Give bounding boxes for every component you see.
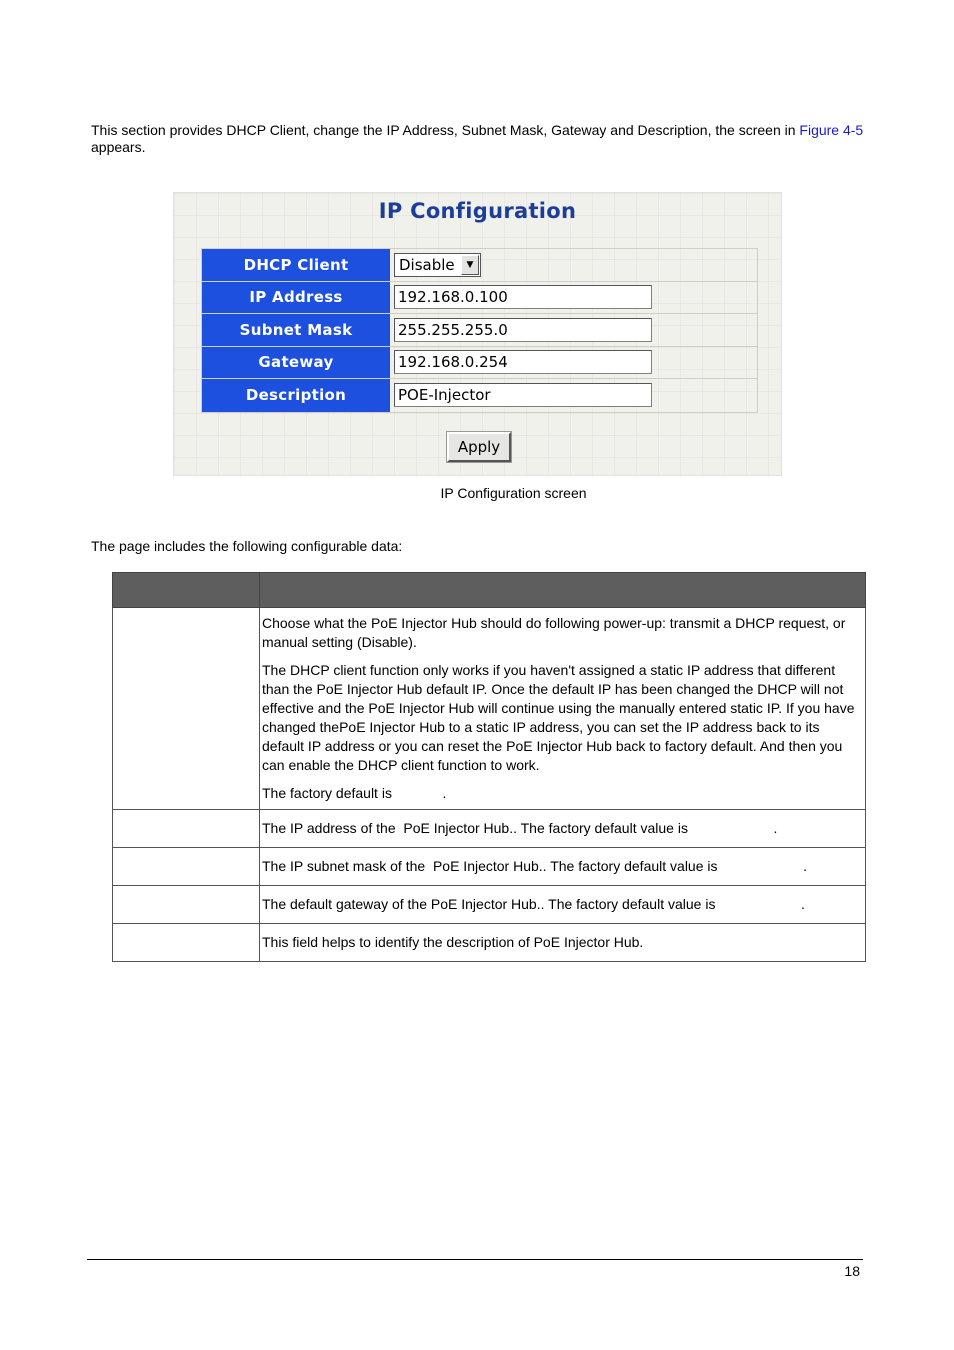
description-input[interactable]: POE-Injector <box>394 383 652 407</box>
dhcp-client-row <box>202 249 757 282</box>
dhcp-client-label: DHCP Client <box>202 249 392 281</box>
description-label: Description <box>202 379 392 412</box>
row-description <box>260 848 866 886</box>
gateway-input[interactable]: 192.168.0.254 <box>394 350 652 374</box>
footer-divider <box>87 1259 863 1260</box>
ip-config-form <box>201 248 758 413</box>
table-row <box>113 848 866 886</box>
page-number: 18 <box>844 1263 860 1279</box>
gateway-label: Gateway <box>202 347 392 379</box>
row-description <box>260 886 866 924</box>
row-object <box>113 848 260 886</box>
header-object <box>113 573 260 608</box>
description-paragraph: This field helps to identify the description of PoE Injector Hub. <box>262 934 644 950</box>
figure-caption: IP Configuration screen <box>440 485 587 501</box>
config-data-table <box>112 572 866 962</box>
apply-button[interactable]: Apply <box>447 432 511 462</box>
ip-address-input[interactable]: 192.168.0.100 <box>394 285 652 309</box>
intro-paragraph <box>91 122 866 156</box>
ip-address-label: IP Address <box>202 282 392 314</box>
chevron-down-icon[interactable]: ▼ <box>461 255 479 275</box>
table-row <box>113 810 866 848</box>
row-object <box>113 608 260 810</box>
description-paragraph: The IP address of the PoE Injector Hub.. The factory default value is . <box>262 820 778 836</box>
row-object <box>113 810 260 848</box>
table-row <box>113 924 866 962</box>
table-header-row <box>113 573 866 608</box>
row-description <box>260 810 866 848</box>
gateway-row <box>202 347 757 380</box>
description-paragraph: The default gateway of the PoE Injector Hub.. The factory default value is . <box>262 896 805 912</box>
header-description <box>260 573 866 608</box>
subnet-mask-row <box>202 314 757 347</box>
description-paragraph: Choose what the PoE Injector Hub should do following power-up: transmit a DHCP request, or manual setting (Disable). <box>262 615 846 650</box>
dhcp-client-selected: Disable <box>399 255 455 274</box>
row-object <box>113 886 260 924</box>
subnet-mask-label: Subnet Mask <box>202 314 392 346</box>
table-row <box>113 886 866 924</box>
description-paragraph: The IP subnet mask of the PoE Injector Hub.. The factory default value is . <box>262 858 807 874</box>
description-row <box>202 379 757 412</box>
description-paragraph: The DHCP client function only works if you haven't assigned a static IP address that different than the PoE Injector Hub default IP. Once the default IP has been changed the DHCP will not effective and the PoE Injector Hub will continue using the manually entered static IP. If you have changed thePoE Injector Hub to a static IP address, you can set the IP address back to its default IP address or you can reset the PoE Injector Hub back to factory default. And then you can enable the DHCP client function to work. <box>262 662 855 773</box>
intro-text-end: appears. <box>91 139 146 155</box>
description-paragraph: The factory default is . <box>262 785 447 801</box>
row-description <box>260 924 866 962</box>
dhcp-client-select[interactable] <box>394 253 481 277</box>
ip-configuration-panel <box>173 192 782 476</box>
row-object <box>113 924 260 962</box>
lead-text: The page includes the following configurable data: <box>91 538 403 554</box>
figure-link[interactable]: Figure 4-5 <box>799 122 864 138</box>
subnet-mask-input[interactable]: 255.255.255.0 <box>394 318 652 342</box>
ip-address-row <box>202 282 757 315</box>
row-description <box>260 608 866 810</box>
table-row <box>113 608 866 810</box>
panel-title: IP Configuration <box>378 199 577 223</box>
intro-text: This section provides DHCP Client, change the IP Address, Subnet Mask, Gateway and Description, the screen in <box>91 122 800 138</box>
